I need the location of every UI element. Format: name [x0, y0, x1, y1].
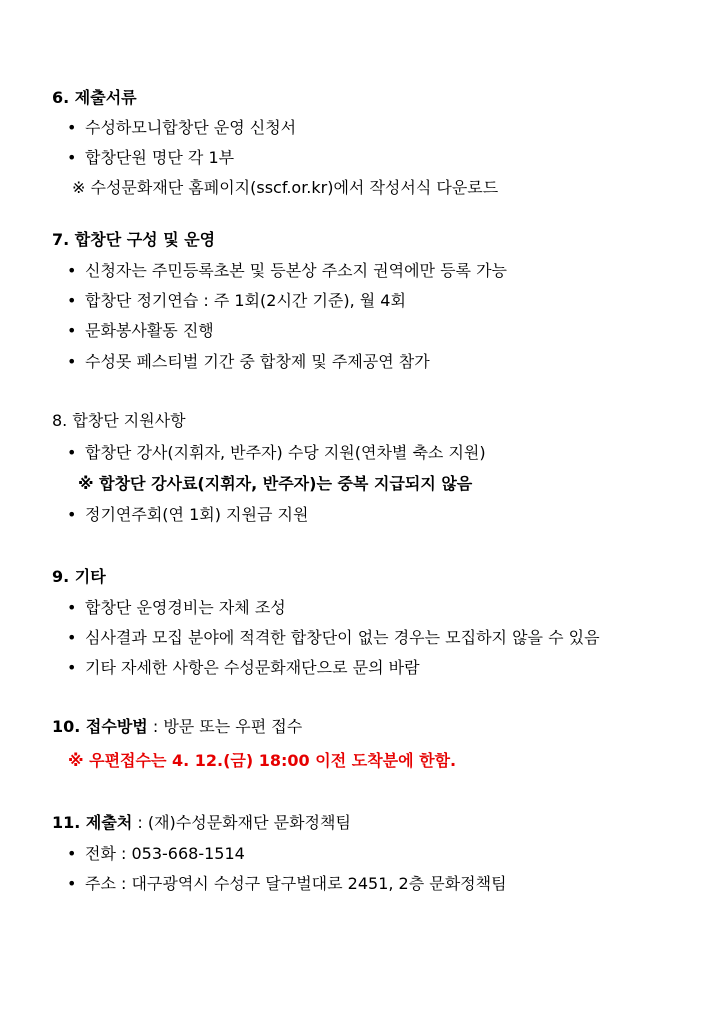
section-10-heading: 10. 접수방법 : 방문 또는 우편 접수: [52, 717, 303, 736]
section-7-item: • 합창단 정기연습 : 주 1회(2시간 기준), 월 4회: [67, 291, 406, 310]
section-11-heading: 11. 제출처 : (재)수성문화재단 문화정책팀: [52, 813, 351, 832]
section-11-item: • 주소 : 대구광역시 수성구 달구벌대로 2451, 2층 문화정책팀: [67, 874, 507, 893]
section-8-note: ※ 합창단 강사료(지휘자, 반주자)는 중복 지급되지 않음: [78, 474, 473, 493]
section-7-heading: 7. 합창단 구성 및 운영: [52, 230, 216, 249]
section-7-item: • 문화봉사활동 진행: [67, 321, 214, 340]
section-9-item: • 기타 자세한 사항은 수성문화재단으로 문의 바람: [67, 658, 420, 677]
section-6-item: • 합창단원 명단 각 1부: [67, 148, 235, 167]
section-11-item: • 전화 : 053-668-1514: [67, 844, 245, 863]
section-6-heading: 6. 제출서류: [52, 88, 137, 107]
section-9-item: • 심사결과 모집 분야에 적격한 합창단이 없는 경우는 모집하지 않을 수 있음: [67, 628, 600, 647]
section-10-note: ※ 우편접수는 4. 12.(금) 18:00 이전 도착분에 한함.: [68, 751, 457, 770]
section-7-item: • 신청자는 주민등록초본 및 등본상 주소지 권역에만 등록 가능: [67, 261, 508, 280]
section-8-item: • 정기연주회(연 1회) 지원금 지원: [67, 505, 309, 524]
section-6-item: • 수성하모니합창단 운영 신청서: [67, 118, 297, 137]
section-7-item: • 수성못 페스티벌 기간 중 합창제 및 주제공연 참가: [67, 352, 430, 371]
section-8-heading: 8. 합창단 지원사항: [52, 411, 186, 430]
section-6-note: ※ 수성문화재단 홈페이지(sscf.or.kr)에서 작성서식 다운로드: [72, 178, 499, 197]
section-8-item: • 합창단 강사(지휘자, 반주자) 수당 지원(연차별 축소 지원): [67, 443, 486, 462]
section-9-heading: 9. 기타: [52, 567, 106, 586]
section-9-item: • 합창단 운영경비는 자체 조성: [67, 598, 286, 617]
